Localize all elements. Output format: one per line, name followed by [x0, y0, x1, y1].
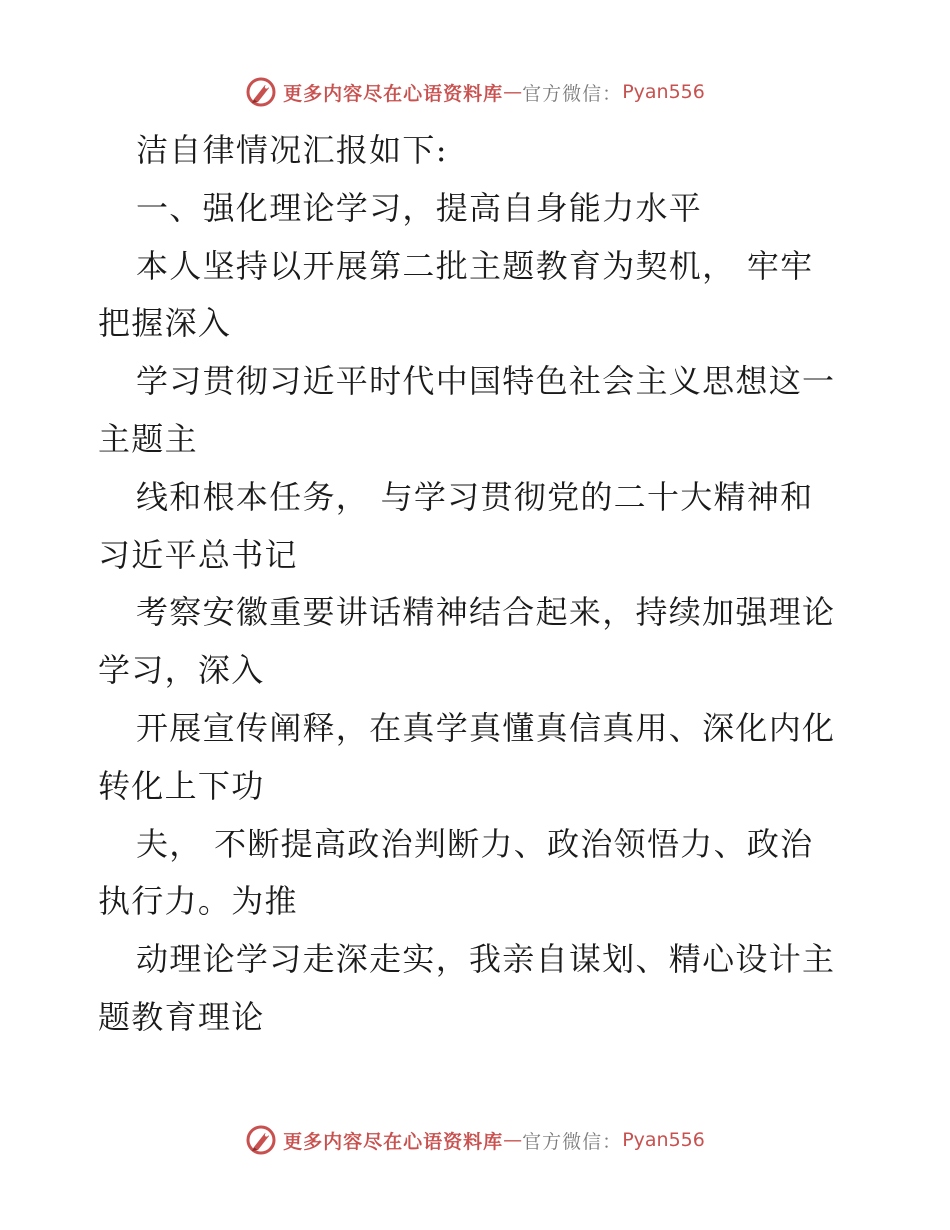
watermark-main-text: 更多内容尽在心语资料库	[283, 82, 504, 105]
paragraph-line: 把握深入	[98, 304, 232, 343]
paragraph-line: 执行力。为推	[98, 882, 298, 921]
watermark-separator: —	[503, 1129, 523, 1151]
watermark-separator: —	[503, 81, 523, 103]
paragraph-line: 开展宣传阐释，在真学真懂真信真用、深化内化	[136, 708, 836, 747]
paragraph-line: 转化上下功	[98, 766, 265, 805]
paragraph-line: 习近平总书记	[98, 535, 298, 574]
footer-watermark	[0, 1120, 950, 1160]
watermark-wechat-id: Pyan556	[622, 81, 705, 103]
watermark-main-text: 更多内容尽在心语资料库	[283, 1130, 504, 1153]
pen-logo-icon	[245, 76, 277, 108]
header-watermark	[0, 72, 950, 112]
paragraph-line: 题教育理论	[98, 997, 265, 1036]
watermark-wechat-label: 官方微信：	[522, 1130, 623, 1153]
section-heading: 一、强化理论学习，提高自身能力水平	[136, 188, 703, 227]
paragraph-line: 学习，深入	[98, 651, 265, 690]
paragraph-line: 线和根本任务， 与学习贯彻党的二十大精神和	[136, 477, 814, 516]
paragraph-line: 本人坚持以开展第二批主题教育为契机， 牢牢	[136, 246, 814, 285]
pen-logo-icon	[245, 1124, 277, 1156]
paragraph-line: 学习贯彻习近平时代中国特色社会主义思想这一	[136, 362, 836, 401]
paragraph-line: 主题主	[98, 419, 198, 458]
paragraph-line: 考察安徽重要讲话精神结合起来，持续加强理论	[136, 593, 836, 632]
watermark-wechat-label: 官方微信：	[522, 82, 623, 105]
paragraph-line: 夫， 不断提高政治判断力、政治领悟力、政治	[136, 824, 814, 863]
document-body	[98, 122, 858, 1047]
paragraph-line: 洁自律情况汇报如下:	[136, 131, 448, 169]
watermark-wechat-id: Pyan556	[622, 1129, 705, 1151]
paragraph-line: 动理论学习走深走实，我亲自谋划、精心设计主	[136, 940, 836, 979]
